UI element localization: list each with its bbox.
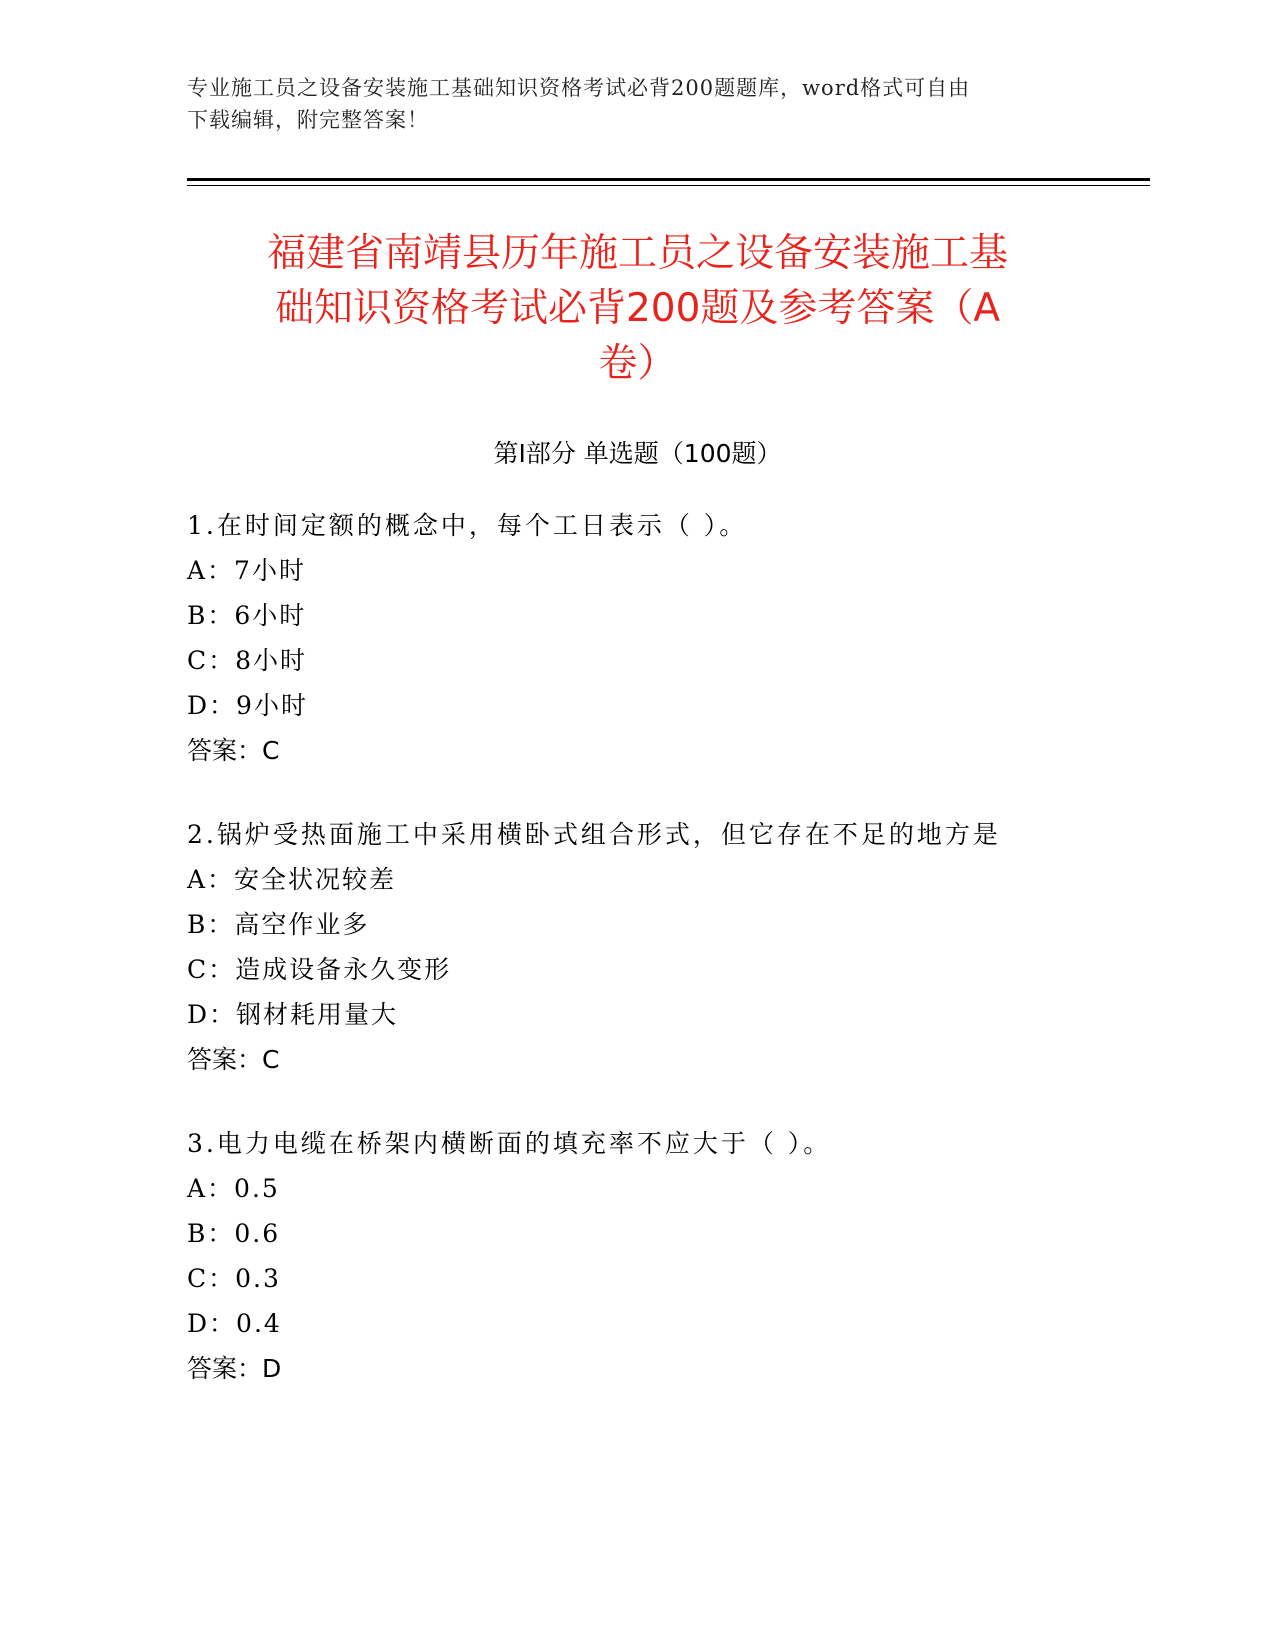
option-a: A：7小时 xyxy=(187,556,306,585)
question-stem: 1.在时间定额的概念中，每个工日表示（ ）。 xyxy=(187,511,748,540)
header-divider-thick xyxy=(187,178,1150,181)
question-1 xyxy=(187,503,1187,773)
option-a: A：0.5 xyxy=(187,1174,280,1203)
title-line-2: 础知识资格考试必背200题及参考答案（A xyxy=(274,286,1001,331)
option-c: C：造成设备永久变形 xyxy=(187,955,452,984)
header-note-line-1: 专业施工员之设备安装施工基础知识资格考试必背200题题库，word格式可自由 xyxy=(187,76,971,100)
question-3 xyxy=(187,1121,1187,1391)
answer: 答案：C xyxy=(187,736,280,765)
answer: 答案：C xyxy=(187,1045,280,1074)
question-2 xyxy=(187,812,1187,1082)
option-d: D：0.4 xyxy=(187,1309,282,1338)
option-d: D：9小时 xyxy=(187,691,308,720)
option-a: A：安全状况较差 xyxy=(187,865,397,894)
header-divider-thin xyxy=(187,185,1150,186)
title-line-1: 福建省南靖县历年施工员之设备安装施工基 xyxy=(266,231,1008,276)
option-b: B：6小时 xyxy=(187,601,307,630)
document-title xyxy=(150,226,1125,391)
option-c: C：0.3 xyxy=(187,1264,281,1293)
question-stem: 3.电力电缆在桥架内横断面的填充率不应大于（ ）。 xyxy=(187,1129,832,1158)
question-stem: 2.锅炉受热面施工中采用横卧式组合形式，但它存在不足的地方是 xyxy=(187,820,1001,849)
header-note xyxy=(187,72,1087,136)
header-note-line-2: 下载编辑，附完整答案！ xyxy=(187,108,429,132)
section-heading: 第Ⅰ部分 单选题（100题） xyxy=(493,439,782,468)
option-b: B：高空作业多 xyxy=(187,910,370,939)
answer: 答案：D xyxy=(187,1354,282,1383)
title-line-3: 卷） xyxy=(598,341,677,386)
option-c: C：8小时 xyxy=(187,646,308,675)
option-b: B：0.6 xyxy=(187,1219,281,1248)
option-d: D：钢材耗用量大 xyxy=(187,1000,399,1029)
